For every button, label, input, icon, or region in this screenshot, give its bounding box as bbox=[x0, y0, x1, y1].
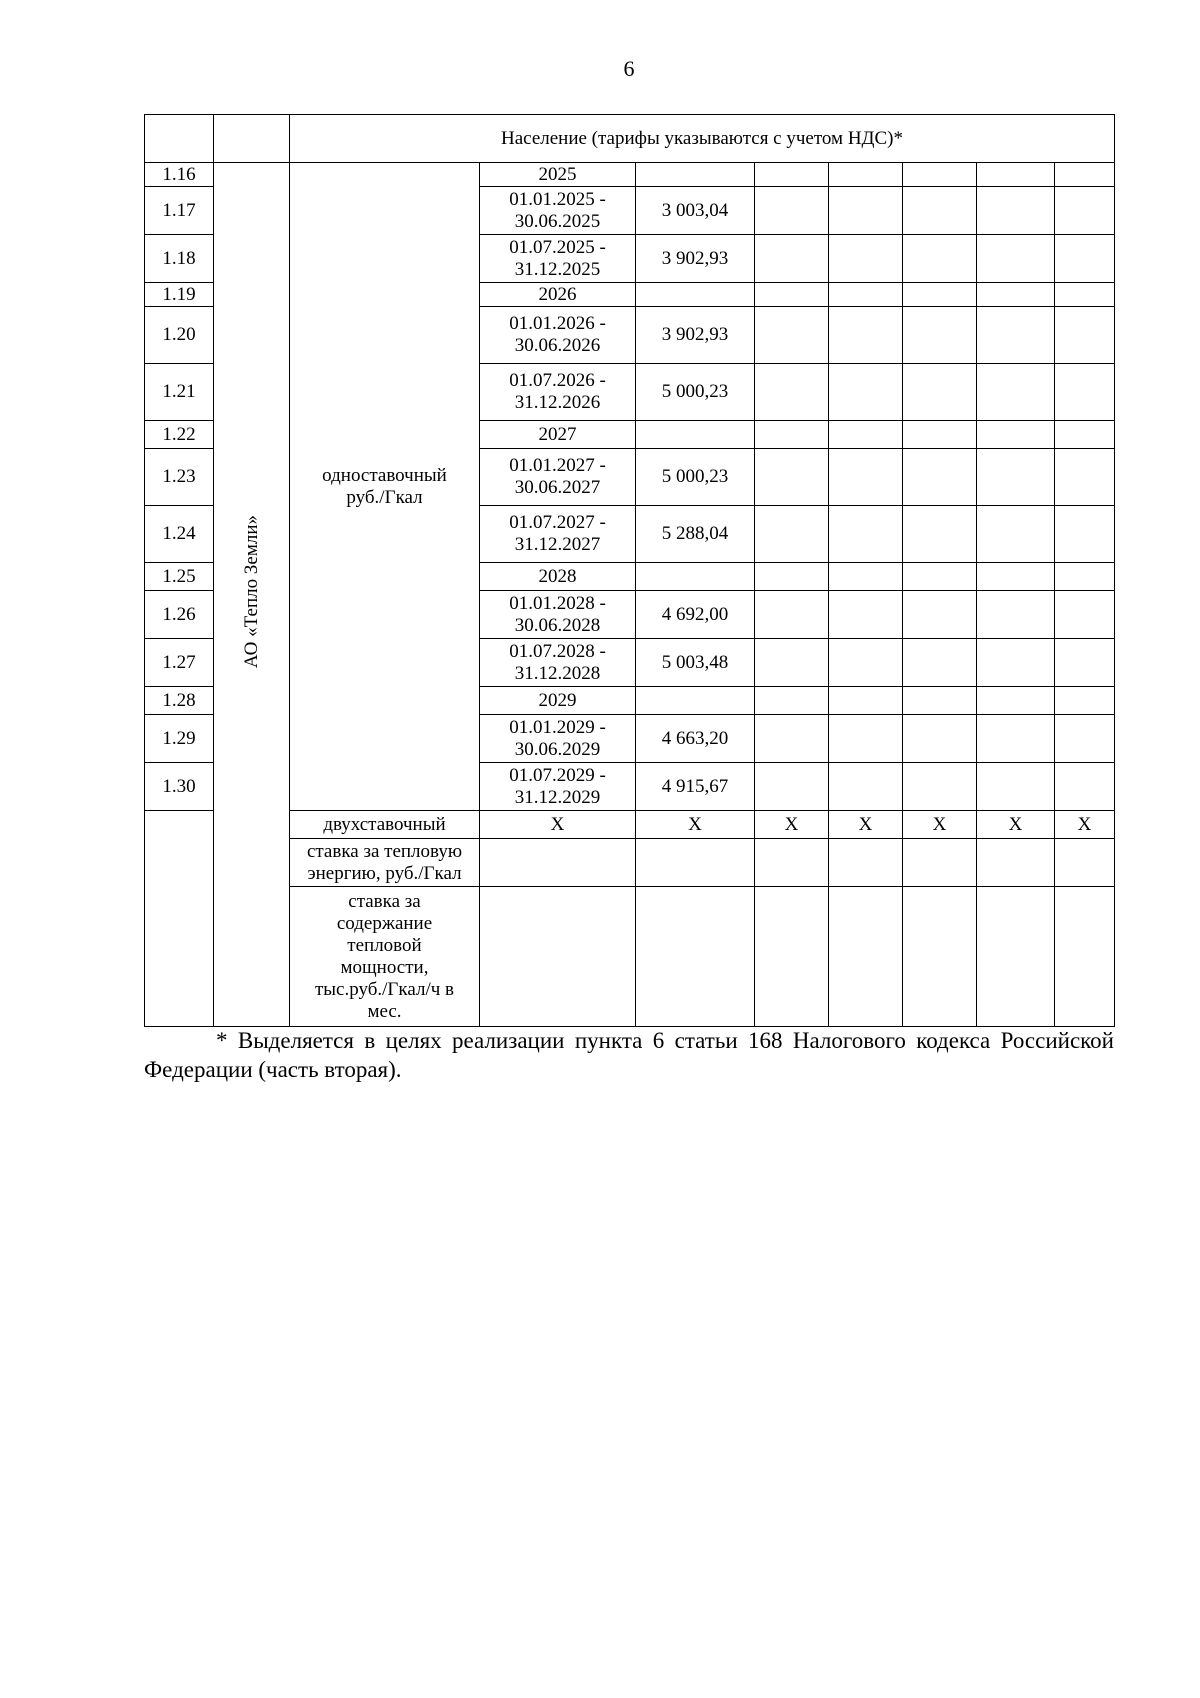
period-cell: 2025 bbox=[480, 163, 636, 187]
row-number: 1.22 bbox=[145, 421, 214, 449]
energy-rate-row bbox=[145, 839, 1115, 887]
empty-cell bbox=[755, 506, 829, 563]
x-mark: X bbox=[1055, 811, 1115, 839]
empty-cell bbox=[903, 235, 977, 283]
period-cell: 01.01.2027 - 30.06.2027 bbox=[480, 449, 636, 506]
empty-cell bbox=[977, 591, 1055, 639]
empty-cell bbox=[755, 763, 829, 811]
empty-cell bbox=[829, 563, 903, 591]
empty-cell bbox=[829, 687, 903, 715]
header-row bbox=[145, 115, 1115, 163]
period-cell: 2026 bbox=[480, 283, 636, 307]
organization-name: АО «Тепло Земли» bbox=[240, 514, 262, 669]
empty-cell bbox=[755, 839, 829, 887]
empty-cell bbox=[755, 591, 829, 639]
empty-cell bbox=[903, 763, 977, 811]
empty-cell bbox=[829, 887, 903, 1027]
tariff-value: 5 000,23 bbox=[636, 449, 755, 506]
row-number: 1.17 bbox=[145, 187, 214, 235]
period-cell: 01.07.2029 - 31.12.2029 bbox=[480, 763, 636, 811]
empty-cell bbox=[903, 687, 977, 715]
empty-cell bbox=[829, 283, 903, 307]
empty-cell bbox=[977, 563, 1055, 591]
empty-cell bbox=[1055, 506, 1115, 563]
period-cell: 01.07.2028 - 31.12.2028 bbox=[480, 639, 636, 687]
empty-cell bbox=[903, 421, 977, 449]
period-cell: 2028 bbox=[480, 563, 636, 591]
empty-cell bbox=[829, 449, 903, 506]
empty-cell bbox=[755, 563, 829, 591]
tariff-value: 4 915,67 bbox=[636, 763, 755, 811]
empty-cell bbox=[829, 763, 903, 811]
empty-cell bbox=[755, 449, 829, 506]
period-cell: 01.01.2025 - 30.06.2025 bbox=[480, 187, 636, 235]
empty-cell bbox=[829, 364, 903, 421]
period-cell: 2027 bbox=[480, 421, 636, 449]
empty-number-cell bbox=[145, 811, 214, 1027]
empty-cell bbox=[755, 887, 829, 1027]
empty-cell bbox=[1055, 687, 1115, 715]
tariff-value bbox=[636, 421, 755, 449]
x-mark: X bbox=[755, 811, 829, 839]
row-number: 1.23 bbox=[145, 449, 214, 506]
empty-cell bbox=[829, 591, 903, 639]
empty-cell bbox=[903, 506, 977, 563]
period-cell: 01.01.2026 - 30.06.2026 bbox=[480, 307, 636, 364]
empty-cell bbox=[755, 421, 829, 449]
row-number: 1.18 bbox=[145, 235, 214, 283]
empty-cell bbox=[829, 163, 903, 187]
tariff-value: 4 663,20 bbox=[636, 715, 755, 763]
empty-cell bbox=[1055, 163, 1115, 187]
empty-cell bbox=[755, 283, 829, 307]
tariff-table bbox=[144, 114, 1115, 1027]
single-rate-label: одноставочный руб./Гкал bbox=[290, 163, 480, 811]
empty-cell bbox=[1055, 283, 1115, 307]
header-empty-cell bbox=[214, 115, 290, 163]
x-mark: X bbox=[903, 811, 977, 839]
empty-cell bbox=[755, 187, 829, 235]
tariff-value: 5 000,23 bbox=[636, 364, 755, 421]
row-number: 1.20 bbox=[145, 307, 214, 364]
tariff-value: 4 692,00 bbox=[636, 591, 755, 639]
empty-cell bbox=[1055, 187, 1115, 235]
x-mark: X bbox=[636, 811, 755, 839]
empty-cell bbox=[977, 639, 1055, 687]
empty-cell bbox=[977, 187, 1055, 235]
capacity-rate-row bbox=[145, 887, 1115, 1027]
empty-cell bbox=[903, 449, 977, 506]
empty-cell bbox=[755, 639, 829, 687]
empty-cell bbox=[903, 563, 977, 591]
empty-cell bbox=[903, 307, 977, 364]
empty-cell bbox=[829, 187, 903, 235]
period-cell: 01.07.2026 - 31.12.2026 bbox=[480, 364, 636, 421]
tariff-value: 5 003,48 bbox=[636, 639, 755, 687]
empty-cell bbox=[1055, 421, 1115, 449]
header-empty-cell bbox=[145, 115, 214, 163]
tariff-value bbox=[636, 163, 755, 187]
row-number: 1.21 bbox=[145, 364, 214, 421]
empty-cell bbox=[829, 235, 903, 283]
empty-cell bbox=[1055, 715, 1115, 763]
empty-cell bbox=[1055, 591, 1115, 639]
organization-cell bbox=[214, 163, 290, 1027]
row-number: 1.19 bbox=[145, 283, 214, 307]
empty-cell bbox=[755, 163, 829, 187]
capacity-rate-label: ставка за содержание тепловой мощности, тыс.руб./Гкал/ч в мес. bbox=[290, 887, 480, 1027]
row-number: 1.29 bbox=[145, 715, 214, 763]
empty-cell bbox=[1055, 887, 1115, 1027]
row-number: 1.16 bbox=[145, 163, 214, 187]
empty-cell bbox=[977, 235, 1055, 283]
empty-cell bbox=[755, 687, 829, 715]
empty-cell bbox=[829, 506, 903, 563]
empty-cell bbox=[977, 283, 1055, 307]
empty-cell bbox=[903, 639, 977, 687]
empty-cell bbox=[755, 715, 829, 763]
empty-cell bbox=[903, 591, 977, 639]
empty-cell bbox=[1055, 639, 1115, 687]
empty-cell bbox=[903, 283, 977, 307]
population-header: Население (тарифы указываются с учетом НДС)* bbox=[290, 115, 1115, 163]
empty-cell bbox=[829, 839, 903, 887]
tariff-value: 3 902,93 bbox=[636, 307, 755, 364]
empty-cell bbox=[977, 163, 1055, 187]
empty-cell bbox=[1055, 763, 1115, 811]
row-number: 1.28 bbox=[145, 687, 214, 715]
empty-cell bbox=[636, 839, 755, 887]
table-row bbox=[145, 163, 1115, 187]
empty-cell bbox=[977, 887, 1055, 1027]
empty-cell bbox=[1055, 235, 1115, 283]
two-rate-row bbox=[145, 811, 1115, 839]
row-number: 1.25 bbox=[145, 563, 214, 591]
empty-cell bbox=[1055, 364, 1115, 421]
empty-cell bbox=[977, 307, 1055, 364]
empty-cell bbox=[829, 307, 903, 364]
empty-cell bbox=[903, 839, 977, 887]
empty-cell bbox=[903, 887, 977, 1027]
period-cell: 01.07.2027 - 31.12.2027 bbox=[480, 506, 636, 563]
page-number: 6 bbox=[623, 56, 635, 81]
empty-cell bbox=[977, 449, 1055, 506]
empty-cell bbox=[1055, 839, 1115, 887]
tariff-value: 3 902,93 bbox=[636, 235, 755, 283]
row-number: 1.26 bbox=[145, 591, 214, 639]
empty-cell bbox=[977, 364, 1055, 421]
tariff-value: 5 288,04 bbox=[636, 506, 755, 563]
footnote: * Выделяется в целях реализации пункта 6 статьи 168 Налогового кодекса Российской Федерации (часть вторая). bbox=[144, 1028, 1114, 1082]
period-cell: 01.07.2025 - 31.12.2025 bbox=[480, 235, 636, 283]
period-cell: 01.01.2028 - 30.06.2028 bbox=[480, 591, 636, 639]
tariff-value bbox=[636, 563, 755, 591]
row-number: 1.27 bbox=[145, 639, 214, 687]
empty-cell bbox=[829, 421, 903, 449]
empty-cell bbox=[903, 364, 977, 421]
energy-rate-label: ставка за тепловую энергию, руб./Гкал bbox=[290, 839, 480, 887]
tariff-value: 3 003,04 bbox=[636, 187, 755, 235]
empty-cell bbox=[903, 163, 977, 187]
period-cell: 2029 bbox=[480, 687, 636, 715]
empty-cell bbox=[977, 715, 1055, 763]
empty-cell bbox=[755, 364, 829, 421]
x-mark: X bbox=[829, 811, 903, 839]
tariff-value bbox=[636, 283, 755, 307]
period-cell: 01.01.2029 - 30.06.2029 bbox=[480, 715, 636, 763]
empty-cell bbox=[977, 763, 1055, 811]
tariff-value bbox=[636, 687, 755, 715]
empty-cell bbox=[903, 187, 977, 235]
empty-cell bbox=[1055, 449, 1115, 506]
empty-cell bbox=[977, 506, 1055, 563]
two-rate-label: двухставочный bbox=[290, 811, 480, 839]
empty-cell bbox=[480, 887, 636, 1027]
empty-cell bbox=[755, 307, 829, 364]
empty-cell bbox=[829, 639, 903, 687]
empty-cell bbox=[977, 687, 1055, 715]
empty-cell bbox=[1055, 563, 1115, 591]
row-number: 1.24 bbox=[145, 506, 214, 563]
empty-cell bbox=[829, 715, 903, 763]
empty-cell bbox=[977, 839, 1055, 887]
x-mark: X bbox=[480, 811, 636, 839]
empty-cell bbox=[1055, 307, 1115, 364]
empty-cell bbox=[977, 421, 1055, 449]
x-mark: X bbox=[977, 811, 1055, 839]
row-number: 1.30 bbox=[145, 763, 214, 811]
empty-cell bbox=[755, 235, 829, 283]
empty-cell bbox=[480, 839, 636, 887]
empty-cell bbox=[903, 715, 977, 763]
empty-cell bbox=[636, 887, 755, 1027]
